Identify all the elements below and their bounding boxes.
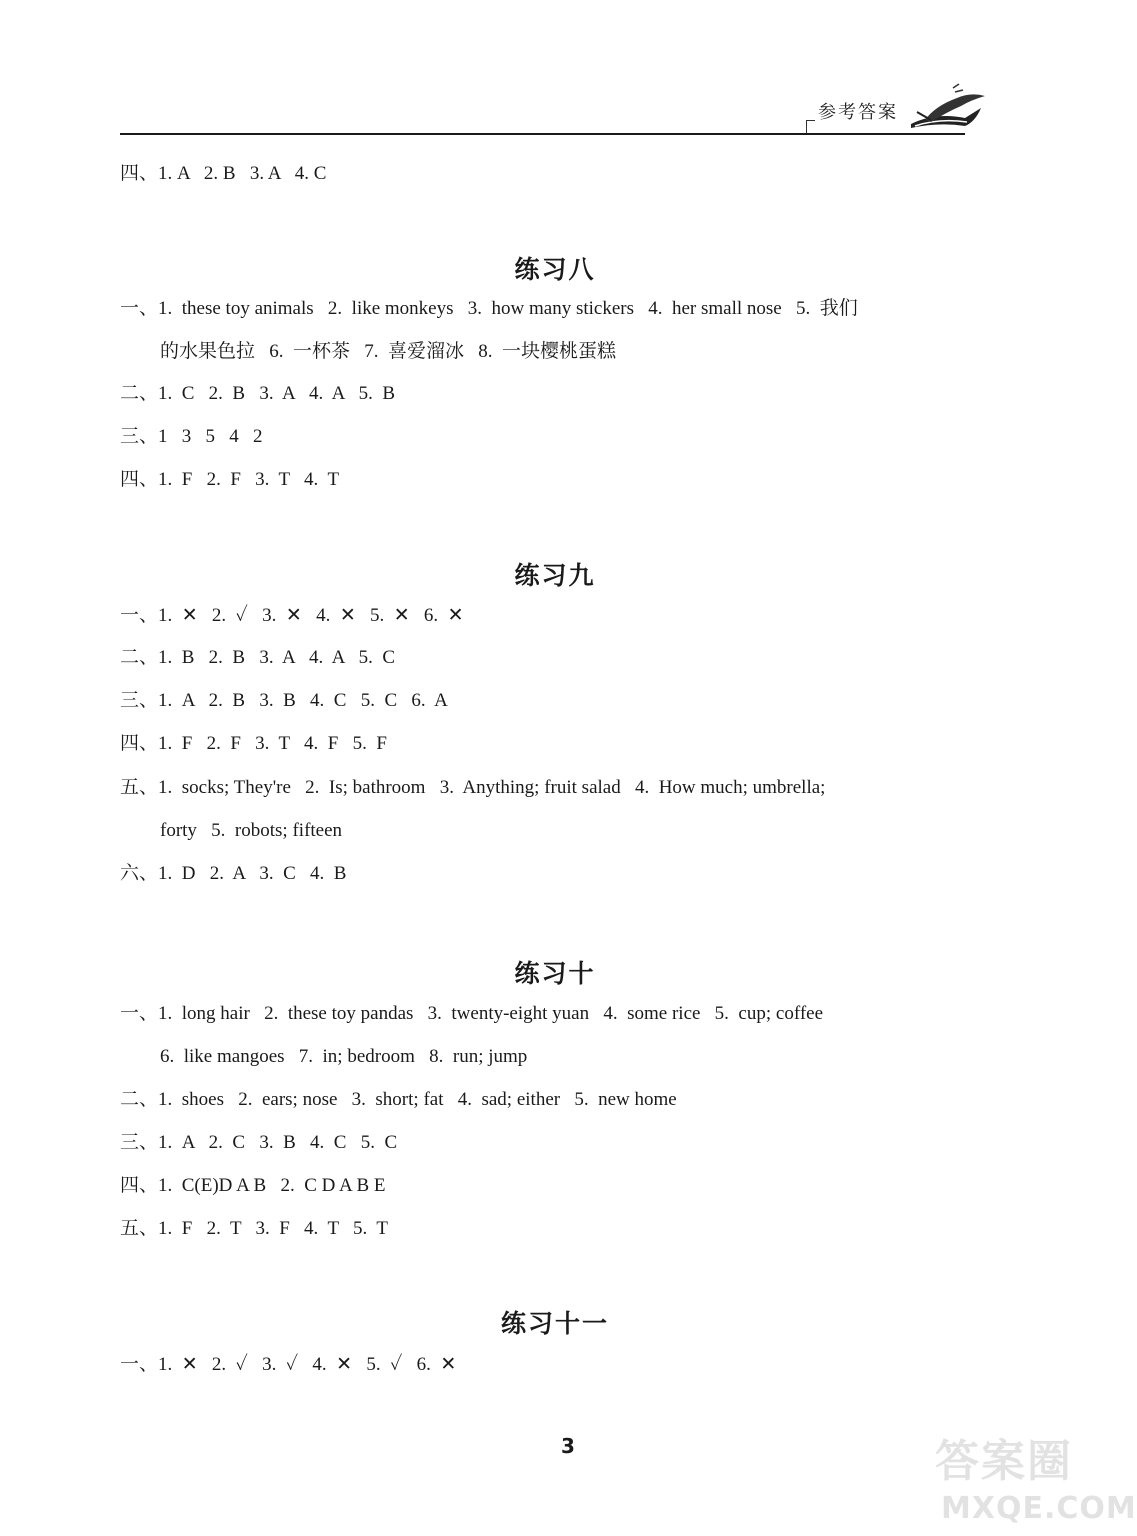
answer-line: 一、1. these toy animals 2. like monkeys 3. how many stickers 4. her small nose 5. 我们 bbox=[120, 298, 858, 319]
answer-line-continued: forty 5. robots; fifteen bbox=[160, 820, 343, 841]
section-title: 练习九 bbox=[514, 561, 596, 590]
watermark-text: 答案圈 bbox=[935, 1436, 1073, 1487]
answer-line: 四、1. A 2. B 3. A 4. C bbox=[120, 163, 327, 184]
watermark-logo bbox=[935, 1425, 1137, 1536]
answer-line: 二、1. C 2. B 3. A 4. A 5. B bbox=[120, 383, 396, 404]
answer-line: 二、1. B 2. B 3. A 4. A 5. C bbox=[120, 647, 396, 668]
header-label: 参考答案 bbox=[818, 102, 898, 123]
answer-line: 一、1. long hair 2. these toy pandas 3. twenty-eight yuan 4. some rice 5. cup; coffee bbox=[120, 1003, 824, 1024]
header-bracket bbox=[806, 120, 815, 133]
section-title: 练习十一 bbox=[500, 1309, 609, 1338]
answer-line-continued: 6. like mangoes 7. in; bedroom 8. run; jump bbox=[160, 1046, 528, 1067]
section-title: 练习八 bbox=[514, 255, 596, 284]
answer-line: 五、1. socks; They're 2. Is; bathroom 3. Anything; fruit salad 4. How much; umbrella; bbox=[120, 777, 826, 798]
page-number: 3 bbox=[561, 1434, 575, 1458]
answer-line: 四、1. F 2. F 3. T 4. F 5. F bbox=[120, 733, 387, 754]
book-quill-icon bbox=[905, 82, 987, 134]
answer-line: 三、1. A 2. B 3. B 4. C 5. C 6. A bbox=[120, 690, 448, 711]
section-title: 练习十 bbox=[514, 959, 596, 988]
answer-line: 一、1. ✕ 2. ✓ 3. ✓ 4. ✕ 5. ✓ 6. ✕ bbox=[120, 1354, 457, 1375]
answer-line: 五、1. F 2. T 3. F 4. T 5. T bbox=[120, 1218, 388, 1239]
header-rule bbox=[120, 133, 965, 135]
answer-line: 三、1 3 5 4 2 bbox=[120, 426, 263, 447]
answer-line: 三、1. A 2. C 3. B 4. C 5. C bbox=[120, 1132, 398, 1153]
answer-line: 四、1. C(E)D A B 2. C D A B E bbox=[120, 1175, 386, 1196]
answer-line: 一、1. ✕ 2. ✓ 3. ✕ 4. ✕ 5. ✕ 6. ✕ bbox=[120, 605, 464, 626]
answer-line-continued: 的水果色拉 6. 一杯茶 7. 喜爱溜冰 8. 一块樱桃蛋糕 bbox=[160, 341, 617, 362]
answer-line: 六、1. D 2. A 3. C 4. B bbox=[120, 863, 347, 884]
watermark-url: MXQE.COM bbox=[941, 1491, 1137, 1526]
answer-line: 二、1. shoes 2. ears; nose 3. short; fat 4. sad; either 5. new home bbox=[120, 1089, 677, 1110]
answer-line: 四、1. F 2. F 3. T 4. T bbox=[120, 469, 340, 490]
